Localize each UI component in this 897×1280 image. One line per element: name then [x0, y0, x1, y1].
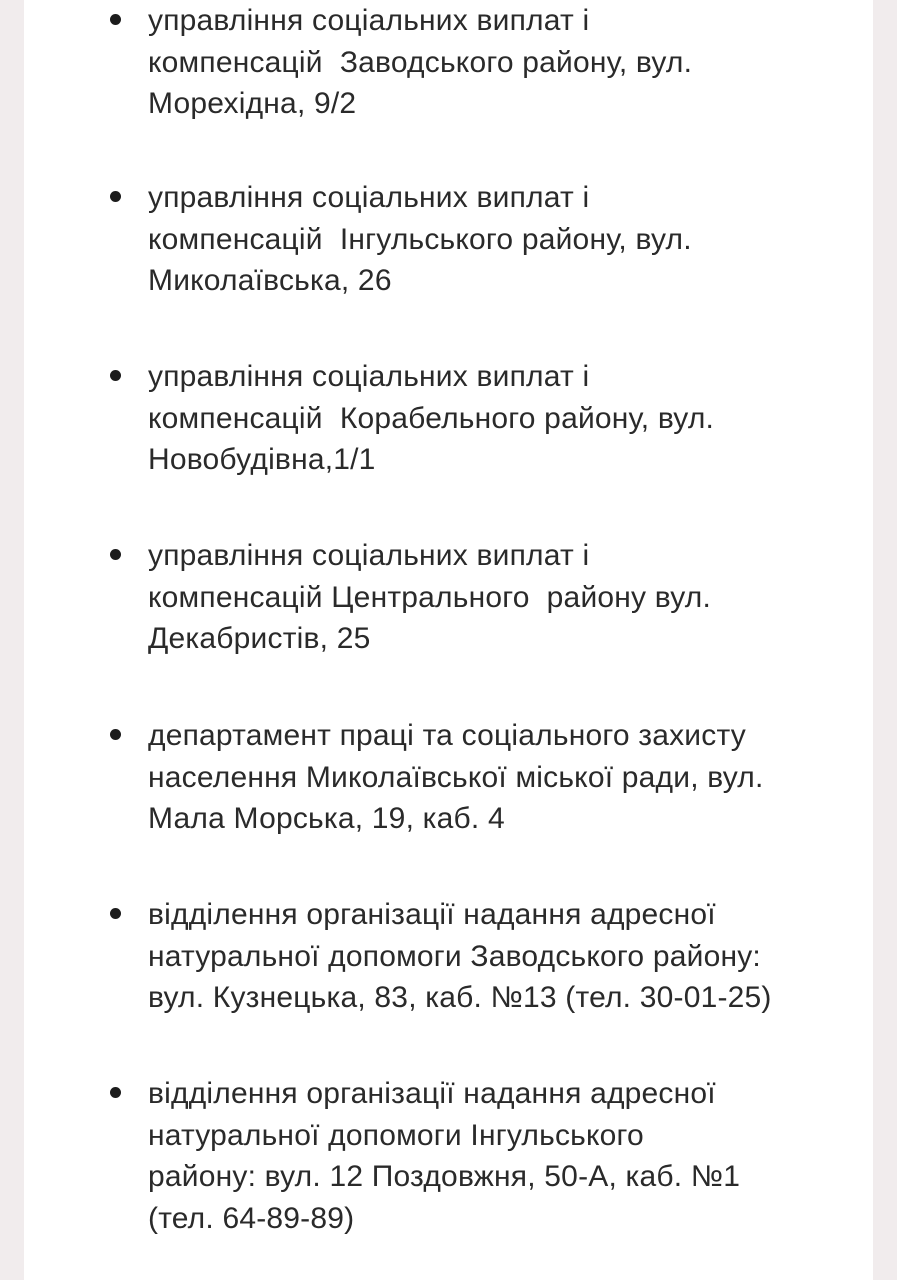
- list-item-line: компенсацій Корабельного району, вул.: [148, 401, 715, 435]
- list-item-line: населення Миколаївської міської ради, вул.: [148, 760, 764, 794]
- list-item-line: управління соціальних виплат і: [148, 360, 590, 393]
- list-item-line: Новобудівна,1/1: [148, 443, 376, 476]
- list-item-line: відділення організації надання адресної: [148, 898, 716, 931]
- bullet-icon: [110, 729, 121, 740]
- bullet-icon: [110, 1087, 121, 1098]
- list-item-line: департамент праці та соціального захисту: [148, 719, 746, 752]
- list-item-line: натуральної допомоги Заводського району:: [148, 939, 761, 973]
- list-item-text: [148, 1073, 860, 1239]
- document-page: [24, 0, 873, 1280]
- list-item-text: [148, 715, 860, 840]
- list-item-line: району: вул. 12 Поздовжня, 50-А, каб. №1: [148, 1160, 741, 1193]
- list-item-text: [148, 535, 860, 660]
- list-item-line: управління соціальних виплат і: [148, 181, 590, 214]
- list-item-line: компенсацій Центрального району вул.: [148, 580, 712, 614]
- list-item-line: компенсацій Заводського району, вул.: [148, 45, 693, 79]
- list-item-line: натуральної допомоги Інгульського: [148, 1118, 644, 1152]
- bullet-icon: [110, 549, 121, 560]
- list-item-text: [148, 894, 860, 1019]
- list-item-line: вул. Кузнецька, 83, каб. №13 (тел. 30-01-25): [148, 981, 772, 1014]
- list-item-text: [148, 356, 860, 481]
- list-item-line: (тел. 64-89-89): [148, 1201, 355, 1235]
- bullet-icon: [110, 14, 121, 25]
- list-item-line: Декабристів, 25: [148, 622, 371, 655]
- list-item-line: відділення організації надання адресної: [148, 1077, 716, 1110]
- list-item-text: [148, 0, 860, 125]
- list-item-line: Мала Морська, 19, каб. 4: [148, 802, 505, 835]
- list-item-line: Миколаївська, 26: [148, 264, 392, 297]
- bullet-icon: [110, 370, 121, 381]
- bullet-icon: [110, 191, 121, 202]
- list-item-line: компенсацій Інгульського району, вул.: [148, 222, 692, 256]
- list-item-line: управління соціальних виплат і: [148, 4, 590, 37]
- list-item-line: Морехідна, 9/2: [148, 87, 357, 120]
- list-item-line: управління соціальних виплат і: [148, 539, 590, 572]
- bullet-icon: [110, 908, 121, 919]
- list-item-text: [148, 177, 860, 302]
